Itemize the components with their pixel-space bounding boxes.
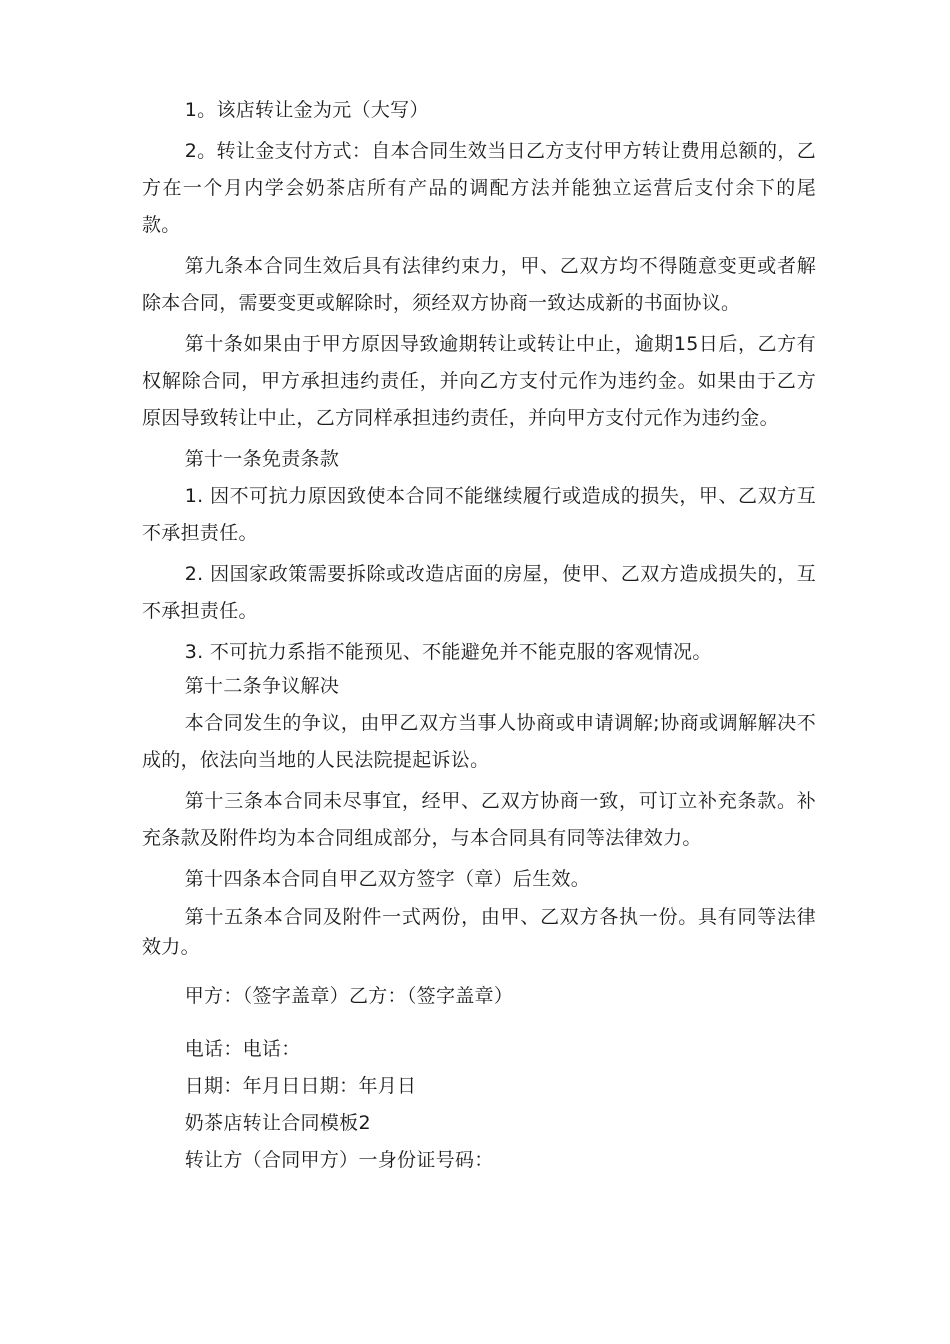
transferor-id-line: 转让方（合同甲方）一身份证号码： bbox=[184, 1149, 494, 1171]
paragraph-exemption-1: 1. 因不可抗力原因致使本合同不能继续履行或造成的损失，甲、乙双方互不承担责任。 bbox=[142, 485, 816, 544]
signature-line: 甲方：（签字盖章）乙方：（签字盖章） bbox=[184, 985, 514, 1007]
paragraph-article-15: 第十五条本合同及附件一式两份，由甲、乙双方各执一份。具有同等法律效力。 bbox=[142, 906, 816, 958]
phone-line: 电话：电话： bbox=[184, 1038, 301, 1060]
heading-article-12: 第十二条争议解决 bbox=[184, 675, 340, 697]
paragraph-article-14: 第十四条本合同自甲乙双方签字（章）后生效。 bbox=[184, 868, 591, 890]
paragraph-dispute: 本合同发生的争议，由甲乙双方当事人协商或申请调解;协商或调解解决不成的，依法向当地的人民法院提起诉讼。 bbox=[142, 712, 816, 771]
paragraph-exemption-2: 2. 因国家政策需要拆除或改造店面的房屋，使甲、乙双方造成损失的，互不承担责任。 bbox=[142, 563, 816, 622]
paragraph-article-9: 第九条本合同生效后具有法律约束力，甲、乙双方均不得随意变更或者解除本合同，需要变更或解除时，须经双方协商一致达成新的书面协议。 bbox=[142, 255, 816, 314]
paragraph-article-10: 第十条如果由于甲方原因导致逾期转让或转让中止，逾期15日后，乙方有权解除合同，甲方承担违约责任，并向乙方支付元作为违约金。如果由于乙方原因导致转让中止，乙方同样承担违约责任，并向甲方支付元作为违约金。 bbox=[142, 333, 816, 429]
paragraph-transfer-fee: 1。该店转让金为元（大写） bbox=[184, 99, 429, 121]
document-body bbox=[142, 92, 816, 1179]
heading-article-11: 第十一条免责条款 bbox=[184, 448, 340, 470]
template-title: 奶茶店转让合同模板2 bbox=[184, 1112, 371, 1134]
date-line: 日期：年月日日期：年月日 bbox=[184, 1075, 417, 1097]
paragraph-payment-method: 2。转让金支付方式：自本合同生效当日乙方支付甲方转让费用总额的，乙方在一个月内学会奶茶店所有产品的调配方法并能独立运营后支付余下的尾款。 bbox=[142, 140, 816, 236]
paragraph-article-13: 第十三条本合同未尽事宜，经甲、乙双方协商一致，可订立补充条款。补充条款及附件均为本合同组成部分，与本合同具有同等法律效力。 bbox=[142, 790, 816, 849]
paragraph-exemption-3: 3. 不可抗力系指不能预见、不能避免并不能克服的客观情况。 bbox=[184, 641, 712, 663]
